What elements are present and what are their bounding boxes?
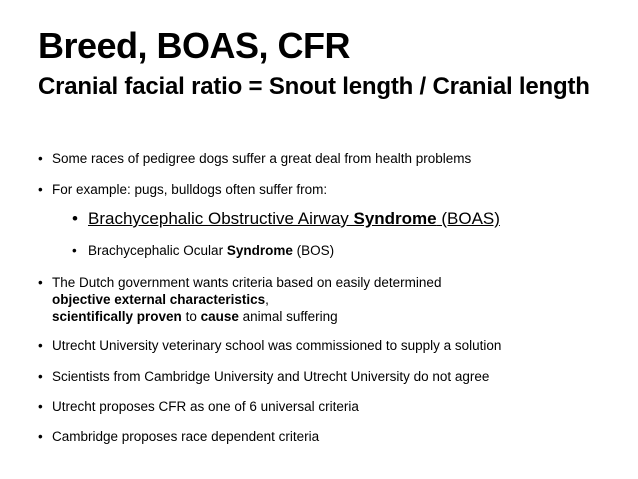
bullet-marker: • [38,429,43,444]
dutch-line-3-bold: scientifically proven [52,309,182,324]
bullet-text: Utrecht University veterinary school was commissioned to supply a solution [52,338,502,353]
bullet-marker: • [72,243,77,258]
dutch-line-3-cause: cause [200,309,239,324]
bullet-text [88,242,334,259]
dutch-line-2-rest: , [265,292,269,307]
boas-text-part3: (BOAS) [436,209,500,228]
bullet-marker: • [38,369,43,384]
bullet-marker: • [38,151,43,166]
bullet-marker: • [38,338,43,353]
bullet-text: For example: pugs, bulldogs often suffer from: [52,182,328,197]
bos-text-part1: Brachycephalic Ocular [88,243,227,258]
dutch-line-3-mid: to [181,309,201,324]
bos-text-syndrome: Syndrome [226,243,293,258]
dutch-line-2-bold: objective external characteristics [52,292,266,307]
bullet-text: Scientists from Cambridge University and Utrecht University do not agree [52,369,490,384]
bullet-text [88,208,500,230]
boas-text-part1: Brachycephalic Obstructive Airway [88,209,354,228]
bullet-marker: • [38,182,43,197]
bullet-text: Cambridge proposes race dependent criteria [52,429,320,444]
bullet-marker: • [72,209,78,228]
bullet-text: Some races of pedigree dogs suffer a great deal from health problems [52,151,472,166]
slide-subtitle: Cranial facial ratio = Snout length / Cranial length [38,73,590,100]
slide-title: Breed, BOAS, CFR [38,25,351,66]
dutch-line-3-rest: animal suffering [238,309,338,324]
bos-text-part3: (BOS) [292,243,335,258]
dutch-line-1: The Dutch government wants criteria based on easily determined [52,275,442,290]
bullet-text [52,274,441,325]
bullet-marker: • [38,399,43,414]
bullet-marker: • [38,275,43,290]
boas-text-syndrome: Syndrome [353,209,437,228]
bullet-text: Utrecht proposes CFR as one of 6 universal criteria [52,399,359,414]
